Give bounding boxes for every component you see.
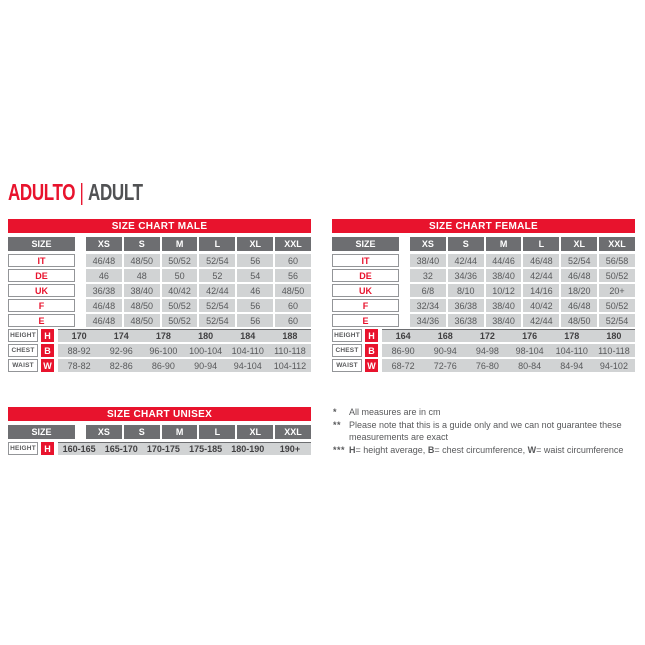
size-value-cell: 54 (237, 269, 273, 282)
measure-row-waist (332, 359, 635, 372)
measure-values-band (58, 329, 311, 342)
measure-value-cell: 178 (155, 331, 171, 341)
measure-value-cell: 180 (606, 331, 622, 341)
measure-value-cell: 72-76 (433, 360, 457, 371)
column-header-m: M (162, 425, 198, 439)
measure-value-cell: 104-110 (555, 345, 588, 356)
size-row-it (332, 254, 635, 267)
measure-row-waist (8, 359, 311, 372)
measure-label: CHEST (332, 344, 362, 357)
footnote-text (349, 406, 639, 419)
footnote-line (333, 419, 639, 444)
page-title-separator: | (79, 179, 84, 205)
measure-value-cell: 160-165 (62, 444, 96, 454)
size-value-cell: 52/54 (561, 254, 597, 267)
footnote-code-letter: H (349, 444, 356, 455)
measure-value-cell: 110-118 (274, 345, 306, 356)
row-label: F (8, 299, 75, 312)
measure-code-badge: B (365, 344, 378, 357)
measure-row-chest (332, 344, 635, 357)
measure-code-badge: W (365, 359, 378, 372)
size-value-cell: 46 (86, 269, 122, 282)
footnote-code-letter: W (527, 444, 537, 455)
footnote-text (349, 444, 639, 457)
size-value-cell: 50/52 (162, 314, 198, 327)
size-value-cell: 50/52 (599, 299, 635, 312)
footnote-text (349, 419, 639, 444)
measure-label: HEIGHT (8, 329, 38, 342)
measure-row-height (8, 442, 311, 455)
footnote-line (333, 444, 639, 457)
measure-label: WAIST (8, 359, 38, 372)
measure-value-cell: 110-118 (598, 345, 630, 356)
size-value-cell: 52/54 (199, 254, 235, 267)
footnote-marker: ** (333, 419, 342, 430)
column-header-xs: XS (410, 237, 446, 251)
measure-value-cell: 190+ (279, 444, 301, 454)
size-value-cell: 50/52 (162, 299, 198, 312)
column-header-xs: XS (86, 237, 122, 251)
size-value-cell: 48/50 (561, 314, 597, 327)
size-value-cell: 56 (237, 314, 273, 327)
measure-value-cell: 68-72 (391, 360, 415, 371)
measure-row-chest (8, 344, 311, 357)
measure-value-cell: 165-170 (104, 444, 138, 454)
size-value-cell: 40/42 (162, 284, 198, 297)
footnote-segment: All measures are in cm (349, 407, 441, 417)
measurements-group (8, 329, 311, 372)
size-row-uk (8, 284, 311, 297)
row-label: UK (8, 284, 75, 297)
footnote-segment: Please note that this is a guide only and we can not guarantee these measurements are exact (349, 419, 622, 442)
size-value-cell: 46 (237, 284, 273, 297)
size-value-cell: 38/40 (410, 254, 446, 267)
size-header-cell: SIZE (8, 237, 75, 251)
size-value-cell: 48/50 (124, 299, 160, 312)
footnote-segment: = waist circumference (536, 444, 624, 455)
size-header-cell: SIZE (8, 425, 75, 439)
size-value-cell: 56 (237, 254, 273, 267)
column-header-l: L (199, 425, 235, 439)
size-value-cell: 46/48 (561, 269, 597, 282)
measure-value-cell: 82-86 (109, 360, 133, 371)
size-value-cell: 50/52 (162, 254, 198, 267)
row-label: UK (332, 284, 399, 297)
measure-code-badge: B (41, 344, 54, 357)
size-row-cells (410, 254, 635, 267)
measure-value-cell: 180-190 (231, 444, 265, 454)
size-row-cells (410, 269, 635, 282)
size-value-cell: 14/16 (523, 284, 559, 297)
measure-values-band (58, 442, 311, 455)
measure-value-cell: 188 (282, 331, 298, 341)
measure-value-cell: 88-92 (67, 345, 91, 356)
measurements-group (8, 442, 311, 455)
measure-value-cell: 78-82 (67, 360, 91, 371)
size-value-cell: 42/44 (448, 254, 484, 267)
measure-value-cell: 94-102 (599, 360, 628, 371)
size-value-cell: 38/40 (486, 314, 522, 327)
measure-value-cell: 176 (522, 331, 538, 341)
size-row-f (332, 299, 635, 312)
column-header-s: S (124, 425, 160, 439)
measure-value-cell: 180 (198, 331, 214, 341)
measure-value-cell: 98-104 (515, 345, 544, 356)
measure-row-height (8, 329, 311, 342)
size-row-e (332, 314, 635, 327)
size-value-cell: 46/48 (86, 299, 122, 312)
column-header-xl: XL (237, 237, 273, 251)
size-value-cell: 46/48 (86, 254, 122, 267)
measure-values-band (382, 344, 635, 357)
size-value-cell: 8/10 (448, 284, 484, 297)
size-value-cell: 34/36 (448, 269, 484, 282)
measure-value-cell: 76-80 (475, 360, 499, 371)
column-header-xxl: XXL (275, 237, 311, 251)
footnote-segment: = chest circumference, (434, 444, 528, 455)
measure-value-cell: 96-100 (149, 345, 178, 356)
size-value-cell: 48 (124, 269, 160, 282)
size-row-f (8, 299, 311, 312)
size-value-cell: 42/44 (199, 284, 235, 297)
footnote-code-letter: B (427, 444, 435, 455)
column-header-cells (86, 425, 311, 439)
size-value-cell: 50/52 (599, 269, 635, 282)
size-value-cell: 56/58 (599, 254, 635, 267)
measure-value-cell: 170 (71, 331, 87, 341)
footnotes (333, 406, 639, 456)
size-chart-male (8, 219, 311, 374)
measure-value-cell: 164 (395, 331, 411, 341)
measurements-group (332, 329, 635, 372)
size-row-uk (332, 284, 635, 297)
size-value-cell: 32/34 (410, 299, 446, 312)
measure-value-cell: 86-90 (151, 360, 175, 371)
measure-value-cell: 178 (564, 331, 580, 341)
size-row-cells (86, 254, 311, 267)
size-value-cell: 6/8 (410, 284, 446, 297)
size-value-cell: 52/54 (199, 314, 235, 327)
column-header-xl: XL (561, 237, 597, 251)
chart-title-bar: SIZE CHART UNISEX (8, 407, 311, 421)
size-value-cell: 60 (275, 314, 311, 327)
measure-value-cell: 175-185 (189, 444, 223, 454)
measure-code-badge: H (41, 329, 54, 342)
size-value-cell: 42/44 (523, 314, 559, 327)
measure-value-cell: 104-112 (273, 360, 307, 371)
size-chart-female (332, 219, 635, 374)
size-row-cells (86, 299, 311, 312)
measure-value-cell: 94-104 (233, 360, 262, 371)
column-header-xs: XS (86, 425, 122, 439)
column-header-row (8, 237, 311, 251)
size-value-cell: 10/12 (486, 284, 522, 297)
size-row-it (8, 254, 311, 267)
measure-code-badge: W (41, 359, 54, 372)
size-value-cell: 60 (275, 299, 311, 312)
footnote-line (333, 406, 639, 419)
measure-code-badge: H (41, 442, 54, 455)
size-value-cell: 50 (162, 269, 198, 282)
measure-row-height (332, 329, 635, 342)
size-row-cells (86, 314, 311, 327)
measure-label: HEIGHT (8, 442, 38, 455)
page-title-italian: ADULTO (8, 179, 76, 205)
measure-value-cell: 90-94 (433, 345, 457, 356)
column-header-l: L (199, 237, 235, 251)
size-row-cells (86, 269, 311, 282)
size-value-cell: 32 (410, 269, 446, 282)
size-value-cell: 36/38 (86, 284, 122, 297)
measure-values-band (58, 359, 311, 372)
size-value-cell: 36/38 (448, 314, 484, 327)
size-row-e (8, 314, 311, 327)
column-header-m: M (486, 237, 522, 251)
column-header-s: S (448, 237, 484, 251)
measure-value-cell: 172 (479, 331, 495, 341)
row-label: F (332, 299, 399, 312)
size-value-cell: 46/48 (561, 299, 597, 312)
size-value-cell: 46/48 (86, 314, 122, 327)
footnote-marker: *** (333, 444, 346, 455)
measure-value-cell: 84-94 (560, 360, 584, 371)
size-value-cell: 44/46 (486, 254, 522, 267)
size-value-cell: 56 (237, 299, 273, 312)
measure-values-band (382, 359, 635, 372)
row-label: DE (332, 269, 399, 282)
measure-value-cell: 100-104 (189, 345, 223, 356)
measure-label: CHEST (8, 344, 38, 357)
size-value-cell: 46/48 (523, 254, 559, 267)
size-row-cells (86, 284, 311, 297)
size-value-cell: 52/54 (199, 299, 235, 312)
size-value-cell: 52 (199, 269, 235, 282)
size-row-de (332, 269, 635, 282)
chart-title-bar: SIZE CHART MALE (8, 219, 311, 233)
size-value-cell: 38/40 (124, 284, 160, 297)
measure-value-cell: 80-84 (518, 360, 542, 371)
size-row-cells (410, 284, 635, 297)
size-header-cell: SIZE (332, 237, 399, 251)
row-label: DE (8, 269, 75, 282)
size-value-cell: 52/54 (599, 314, 635, 327)
column-header-l: L (523, 237, 559, 251)
size-value-cell: 56 (275, 269, 311, 282)
size-row-de (8, 269, 311, 282)
footnote-segment: = height average, (355, 444, 428, 455)
measure-value-cell: 174 (113, 331, 129, 341)
row-label: IT (332, 254, 399, 267)
size-value-cell: 20+ (599, 284, 635, 297)
column-header-cells (410, 237, 635, 251)
measure-label: HEIGHT (332, 329, 362, 342)
size-value-cell: 42/44 (523, 269, 559, 282)
size-value-cell: 48/50 (275, 284, 311, 297)
size-value-cell: 40/42 (523, 299, 559, 312)
column-header-row (332, 237, 635, 251)
size-value-cell: 38/40 (486, 269, 522, 282)
footnote-marker: * (333, 407, 338, 417)
size-value-cell: 34/36 (410, 314, 446, 327)
size-row-cells (410, 299, 635, 312)
measure-value-cell: 86-90 (391, 345, 415, 356)
column-header-xxl: XXL (599, 237, 635, 251)
measure-value-cell: 94-98 (475, 345, 499, 356)
measure-values-band (382, 329, 635, 342)
column-header-cells (86, 237, 311, 251)
measure-values-band (58, 344, 311, 357)
size-value-cell: 36/38 (448, 299, 484, 312)
measure-value-cell: 168 (437, 331, 453, 341)
row-label: E (8, 314, 75, 327)
size-chart-unisex (8, 407, 311, 457)
size-value-cell: 48/50 (124, 254, 160, 267)
column-header-m: M (162, 237, 198, 251)
size-value-cell: 60 (275, 254, 311, 267)
column-header-s: S (124, 237, 160, 251)
measure-value-cell: 104-110 (231, 345, 264, 356)
size-value-cell: 48/50 (124, 314, 160, 327)
page-title-english: ADULT (88, 179, 143, 205)
size-value-cell: 38/40 (486, 299, 522, 312)
measure-label: WAIST (332, 359, 362, 372)
column-header-xl: XL (237, 425, 273, 439)
size-value-cell: 18/20 (561, 284, 597, 297)
row-label: E (332, 314, 399, 327)
measure-value-cell: 170-175 (146, 444, 180, 454)
size-row-cells (410, 314, 635, 327)
row-label: IT (8, 254, 75, 267)
chart-title-bar: SIZE CHART FEMALE (332, 219, 635, 233)
measure-value-cell: 92-96 (109, 345, 133, 356)
measure-value-cell: 184 (240, 331, 256, 341)
measure-value-cell: 90-94 (194, 360, 218, 371)
measure-code-badge: H (365, 329, 378, 342)
column-header-row (8, 425, 311, 439)
page-title (8, 179, 143, 206)
column-header-xxl: XXL (275, 425, 311, 439)
